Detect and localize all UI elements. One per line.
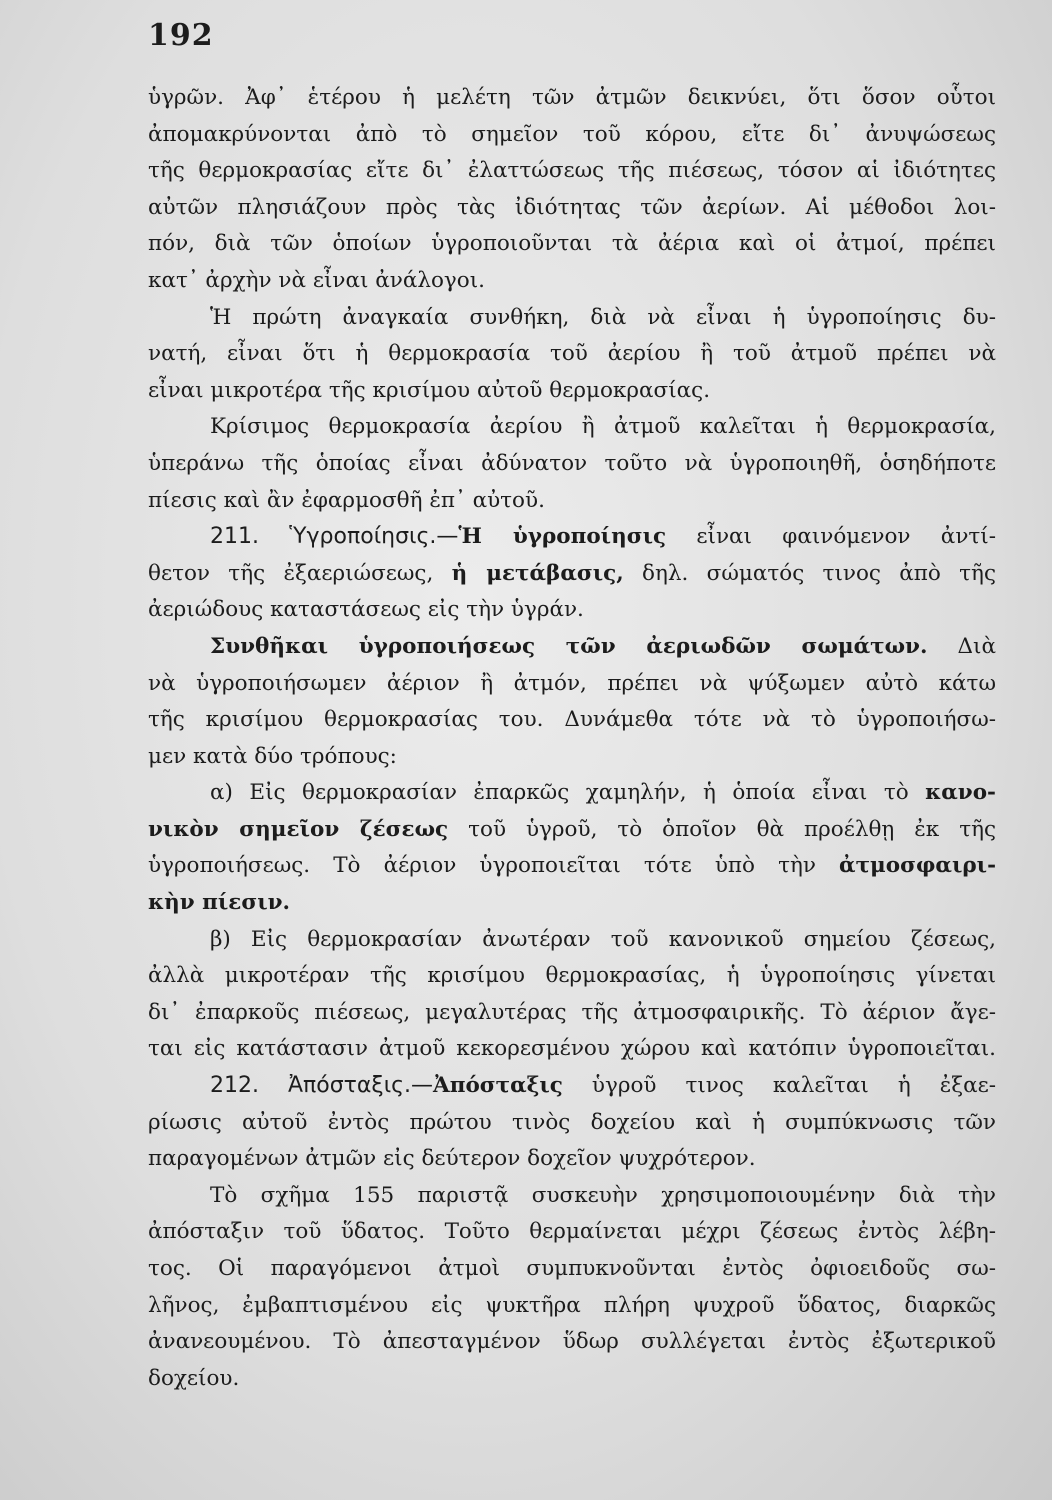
text-run: θετον τῆς ἐξαεριώσεως,: [148, 560, 434, 586]
text-run: α) Εἰς θερμοκρασίαν ἐπαρκῶς χαμηλήν, ἡ ὁποία εἶναι τὸ: [210, 780, 909, 806]
section-212-distillation: [148, 1068, 996, 1178]
text-line: ἀνανεουμένου. Τὸ ἀπεσταγμένον ὕδωρ συλλέγεται ἐντὸς ἐξωτερικοῦ: [148, 1329, 996, 1355]
defined-term: Ἀπόσταξις: [433, 1073, 563, 1099]
paragraph-liquefaction-conditions: [148, 629, 996, 775]
paragraph-vapors: [148, 80, 996, 300]
page-number: 192: [148, 18, 214, 53]
text-line: πίεσις καὶ ἂν ἐφαρμοσθῆ ἐπ᾽ αὐτοῦ.: [148, 487, 545, 513]
text-line: τος. Οἱ παραγόμενοι ἀτμοὶ συμπυκνοῦνται ἐντὸς ὀφιοειδοῦς σω-: [148, 1256, 996, 1281]
text-line: λῆνος, ἐμβαπτισμένου εἰς ψυκτῆρα πλήρη ψυχροῦ ὕδατος, διαρκῶς: [148, 1292, 996, 1318]
text-line: κατ᾽ ἀρχὴν νὰ εἶναι ἀνάλογοι.: [148, 267, 485, 293]
emphasis-term: κανο-: [925, 780, 996, 806]
text-line: Κρίσιμος θερμοκρασία ἀερίου ἢ ἀτμοῦ καλεῖται ἡ θερμοκρασία,: [210, 414, 996, 440]
text-line: νὰ ὑγροποιήσωμεν ἀέριον ἢ ἀτμόν, πρέπει νὰ ψύξωμεν αὐτὸ κάτω: [148, 670, 996, 696]
text-line: Τὸ σχῆμα 155 παριστᾷ συσκευὴν χρησιμοποιουμένην διὰ τὴν: [210, 1182, 996, 1208]
section-number: 211.: [210, 524, 259, 550]
section-number: 212.: [210, 1073, 259, 1099]
text-run: ὑγροποιήσεως. Τὸ ἀέριον ὑγροποιεῖται τότε ὑπὸ τὴν: [148, 853, 816, 879]
text-line: β) Εἰς θερμοκρασίαν ἀνωτέραν τοῦ κανονικοῦ σημείου ζέσεως,: [210, 926, 996, 952]
text-line: ἀεριώδους καταστάσεως εἰς τὴν ὑγράν.: [148, 597, 584, 623]
defined-term: Ἡ ὑγροποίησις: [458, 524, 667, 550]
text-line: τῆς κρισίμου θερμοκρασίας του. Δυνάμεθα τότε νὰ τὸ ὑγροποιήσω-: [148, 707, 996, 733]
text-line: κὴν πίεσιν.: [148, 890, 291, 916]
paragraph-figure-155: [148, 1178, 996, 1398]
emphasis-term: ἡ μετάβασις,: [451, 560, 624, 586]
text-line: ἀπόσταξιν τοῦ ὕδατος. Τοῦτο θερμαίνεται μέχρι ζέσεως ἐντὸς λέβη-: [148, 1219, 996, 1245]
list-item-beta: [148, 922, 996, 1068]
text-line: [148, 519, 996, 556]
list-item-alpha: [148, 775, 996, 921]
text-line: ἀλλὰ μικροτέραν τῆς κρισίμου θερμοκρασίας, ἡ ὑγροποίησις γίνεται: [148, 963, 996, 989]
text-run: τοῦ ὑγροῦ, τὸ ὁποῖον θὰ προέλθῃ ἐκ τῆς: [468, 816, 997, 842]
text-line: ὑγρῶν. Ἀφ᾽ ἑτέρου ἡ μελέτη τῶν ἀτμῶν δεικνύει, ὅτι ὅσον οὗτοι: [148, 85, 996, 110]
text-line: [148, 812, 996, 849]
paragraph-critical-temperature: [148, 409, 996, 519]
text-run: εἶναι φαινόμενον ἀντί-: [696, 524, 996, 550]
text-line: νατή, εἶναι ὅτι ἡ θερμοκρασία τοῦ ἀερίου ἢ τοῦ ἀτμοῦ πρέπει νὰ: [148, 341, 996, 367]
text-run: δηλ. σώματός τινος ἀπὸ τῆς: [642, 560, 996, 586]
text-line: πόν, διὰ τῶν ὁποίων ὑγροποιοῦνται τὰ ἀέρια καὶ οἱ ἀτμοί, πρέπει: [148, 231, 996, 257]
text-line: ὑπεράνω τῆς ὁποίας εἶναι ἀδύνατον τοῦτο νὰ ὑγροποιηθῆ, ὁσηδήποτε: [148, 450, 996, 476]
text-line: ἀπομακρύνονται ἀπὸ τὸ σημεῖον τοῦ κόρου, εἴτε δι᾽ ἀνυψώσεως: [148, 121, 996, 147]
text-line: αὐτῶν πλησιάζουν πρὸς τὰς ἰδιότητας τῶν ἀερίων. Αἱ μέθοδοι λοι-: [148, 194, 996, 220]
text-run: ὑγροῦ τινος καλεῖται ἡ ἐξαε-: [591, 1073, 996, 1099]
page-body: [148, 80, 996, 1397]
text-line: [148, 629, 996, 666]
text-line: παραγομένων ἀτμῶν εἰς δεύτερον δοχεῖον ψυχρότερον.: [148, 1146, 756, 1172]
emphasis-term: ἀτμοσφαιρι-: [839, 853, 996, 879]
section-title: Ὑγροποίησις.—: [289, 524, 459, 550]
text-line: δοχείου.: [148, 1365, 240, 1391]
text-line: [148, 556, 996, 593]
text-line: ρίωσις αὐτοῦ ἐντὸς πρώτου τινὸς δοχείου καὶ ἡ συμπύκνωσις τῶν: [148, 1109, 996, 1135]
text-line: ται εἰς κατάστασιν ἀτμοῦ κεκορεσμένου χώρου καὶ κατόπιν ὑγροποιεῖται.: [148, 1036, 996, 1062]
emphasis-term: νικὸν σημεῖον ζέσεως: [148, 816, 449, 842]
text-line: [148, 848, 996, 885]
text-line: [148, 775, 996, 812]
section-title: Ἀπόσταξις.—: [287, 1073, 434, 1099]
text-line: μεν κατὰ δύο τρόπους:: [148, 743, 397, 769]
text-line: δι᾽ ἐπαρκοῦς πιέσεως, μεγαλυτέρας τῆς ἀτμοσφαιρικῆς. Τὸ ἀέριον ἄγε-: [148, 999, 996, 1025]
text-run: Διὰ: [957, 633, 996, 659]
subsection-heading: Συνθῆκαι ὑγροποιήσεως τῶν ἀεριωδῶν σωμάτων.: [210, 633, 928, 659]
text-line: εἶναι μικροτέρα τῆς κρισίμου αὐτοῦ θερμοκρασίας.: [148, 377, 711, 403]
text-line: τῆς θερμοκρασίας εἴτε δι᾽ ἐλαττώσεως τῆς πιέσεως, τόσον αἱ ἰδιότητες: [148, 158, 996, 184]
paragraph-first-condition: [148, 300, 996, 410]
text-line: [148, 1068, 996, 1105]
section-211-liquefaction: [148, 519, 996, 629]
text-line: Ἡ πρώτη ἀναγκαία συνθήκη, διὰ νὰ εἶναι ἡ ὑγροποίησις δυ-: [210, 304, 996, 330]
